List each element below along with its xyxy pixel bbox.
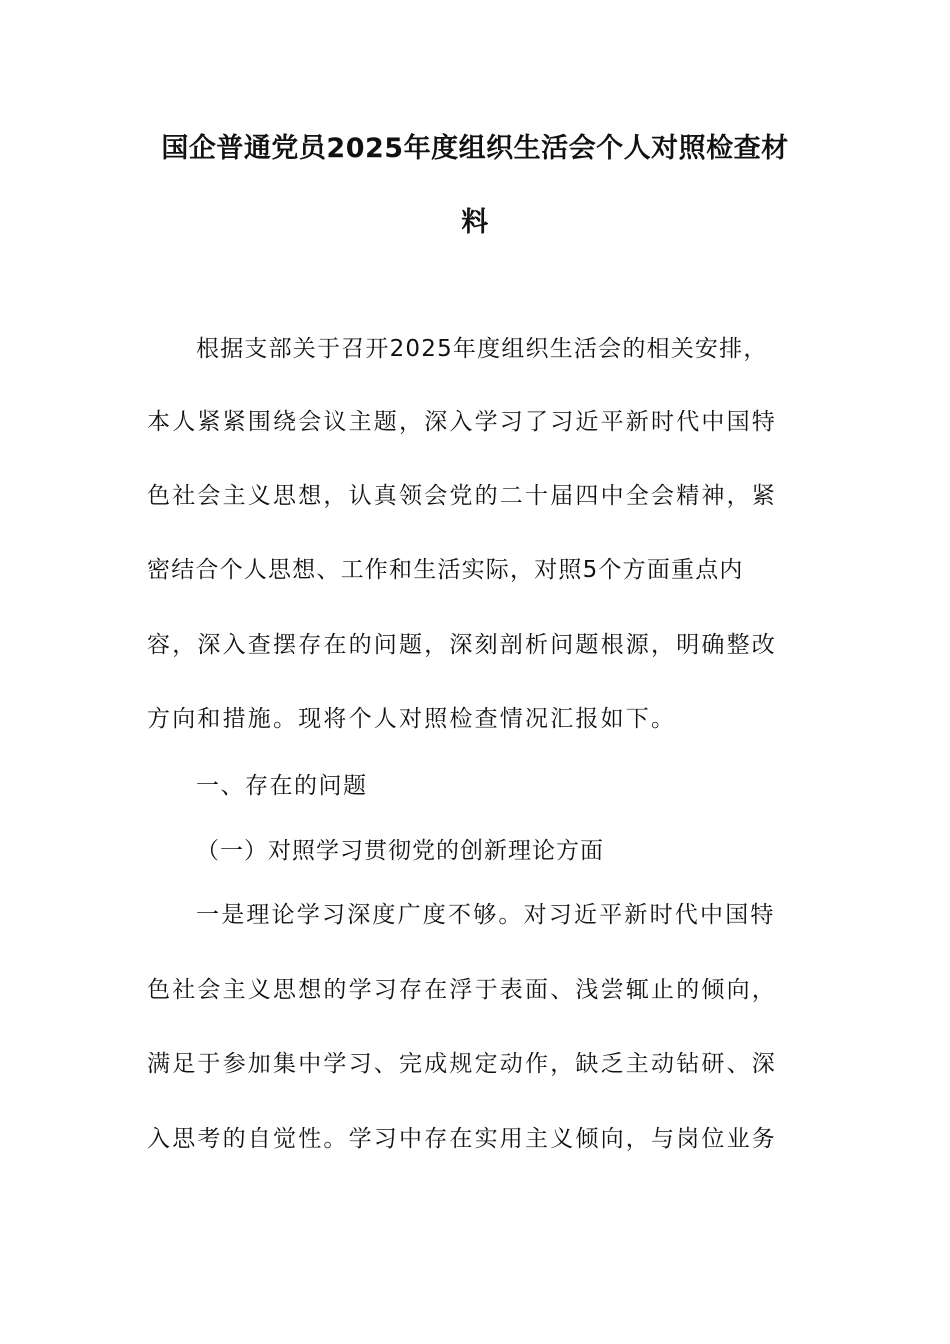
paragraph-line: 方向和措施。现将个人对照检查情况汇报如下。 — [147, 706, 677, 732]
paragraph-line: 一是理论学习深度广度不够。对习近平新时代中国特 — [196, 902, 776, 928]
paragraph-line: 色社会主义思想的学习存在浮于表面、浅尝辄止的倾向， — [147, 977, 777, 1003]
subsection-heading: （一）对照学习贯彻党的创新理论方面 — [196, 838, 604, 864]
paragraph-line: 满足于参加集中学习、完成规定动作，缺乏主动钻研、深 — [147, 1051, 777, 1077]
paragraph-line: 入思考的自觉性。学习中存在实用主义倾向，与岗位业务 — [147, 1126, 777, 1152]
paragraph-line: 容，深入查摆存在的问题，深刻剖析问题根源，明确整改 — [147, 632, 777, 658]
paragraph-line: 色社会主义思想，认真领会党的二十届四中全会精神，紧 — [147, 483, 777, 509]
document-title-line-2: 料 — [461, 207, 489, 238]
paragraph-line: 根据支部关于召开2025年度组织生活会的相关安排， — [196, 336, 768, 362]
section-heading: 一、存在的问题 — [196, 773, 368, 799]
paragraph-line: 密结合个人思想、工作和生活实际，对照5个方面重点内 — [147, 557, 744, 583]
document-title-line-1: 国企普通党员2025年度组织生活会个人对照检查材 — [161, 133, 789, 164]
paragraph-line: 本人紧紧围绕会议主题，深入学习了习近平新时代中国特 — [147, 409, 777, 435]
